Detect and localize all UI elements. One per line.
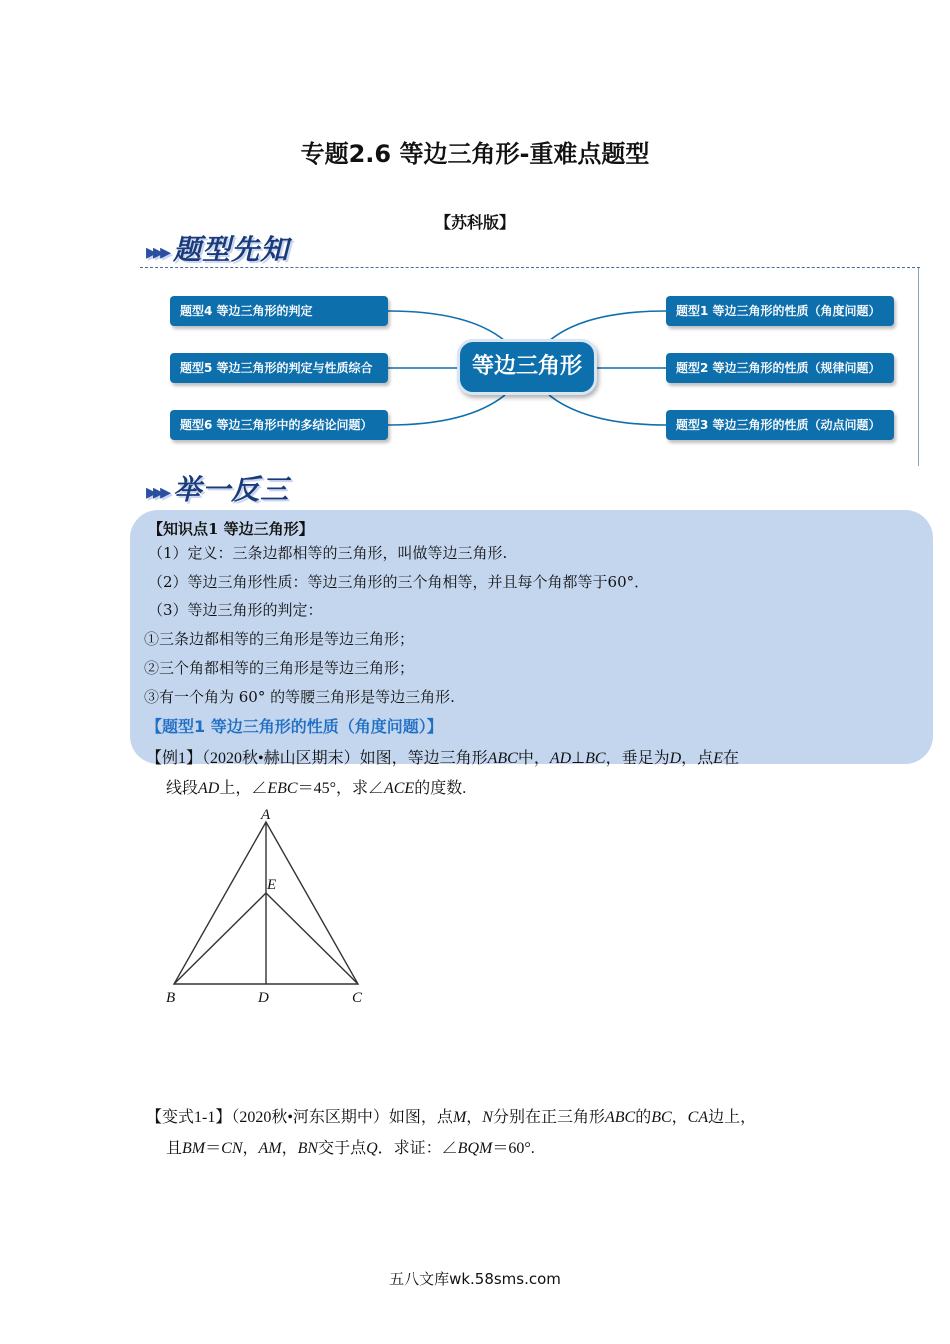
page-title: 专题2.6 等边三角形-重难点题型 — [300, 140, 650, 168]
arrow-icon: ▸▸▸ — [146, 480, 168, 505]
knowledge-line: ③有一个角为 60° 的等腰三角形是等边三角形. — [144, 688, 455, 706]
label-c: C — [352, 990, 363, 1006]
banner-practice — [146, 468, 289, 508]
label-b: B — [166, 990, 176, 1006]
label-a: A — [261, 807, 271, 823]
mindmap-topic-5[interactable]: 题型5 等边三角形的判定与性质综合 — [170, 353, 388, 383]
knowledge-heading: 【知识点1 等边三角形】 — [148, 520, 314, 538]
mindmap-topic-2[interactable]: 题型2 等边三角形的性质（规律问题） — [666, 353, 894, 383]
knowledge-line: （2）等边三角形性质：等边三角形的三个角相等，并且每个角都等于60°． — [148, 573, 650, 591]
topic-heading: 【题型1 等边三角形的性质（角度问题）】 — [146, 717, 443, 736]
segment-ce — [266, 893, 358, 984]
mindmap-topic-1[interactable]: 题型1 等边三角形的性质（角度问题） — [666, 296, 894, 326]
knowledge-line: ①三条边都相等的三角形是等边三角形； — [144, 630, 415, 648]
mindmap-topic-4[interactable]: 题型4 等边三角形的判定 — [170, 296, 388, 326]
mindmap-center: 等边三角形 — [457, 339, 597, 395]
banner-text: 举一反三 — [173, 473, 290, 506]
example-1-line-2: 线段AD上，∠EBC＝45°，求∠ACE的度数. — [166, 780, 467, 797]
segment-be — [174, 893, 266, 984]
variant-1-1-line-1: 【变式1-1】（2020秋•河东区期中）如图，点M，N分别在正三角形ABC的BC，CA边上， — [146, 1109, 757, 1126]
edition-label: 【苏科版】 — [434, 213, 515, 232]
banner-text: 题型先知 — [173, 233, 290, 266]
arrow-icon: ▸▸▸ — [146, 240, 168, 265]
variant-1-1-line-2: 且BM＝CN，AM，BN交于点Q．求证：∠BQM＝60°. — [166, 1140, 535, 1157]
example-1-line-1: 【例1】（2020秋•赫山区期末）如图，等边三角形ABC中，AD⊥BC，垂足为D，点E在 — [146, 750, 739, 767]
mindmap-topic-6[interactable]: 题型6 等边三角形中的多结论问题） — [170, 410, 388, 440]
knowledge-line: （1）定义：三条边都相等的三角形，叫做等边三角形. — [148, 544, 508, 562]
label-d: D — [258, 990, 269, 1006]
triangle-figure — [150, 800, 390, 1015]
mindmap-connectors — [0, 0, 950, 470]
knowledge-line: ②三个角都相等的三角形是等边三角形； — [144, 659, 415, 677]
label-e: E — [267, 877, 277, 893]
mindmap-topic-3[interactable]: 题型3 等边三角形的性质（动点问题） — [666, 410, 894, 440]
knowledge-line: （3）等边三角形的判定： — [148, 601, 323, 619]
footer-watermark: 五八文库wk.58sms.com — [389, 1270, 561, 1288]
